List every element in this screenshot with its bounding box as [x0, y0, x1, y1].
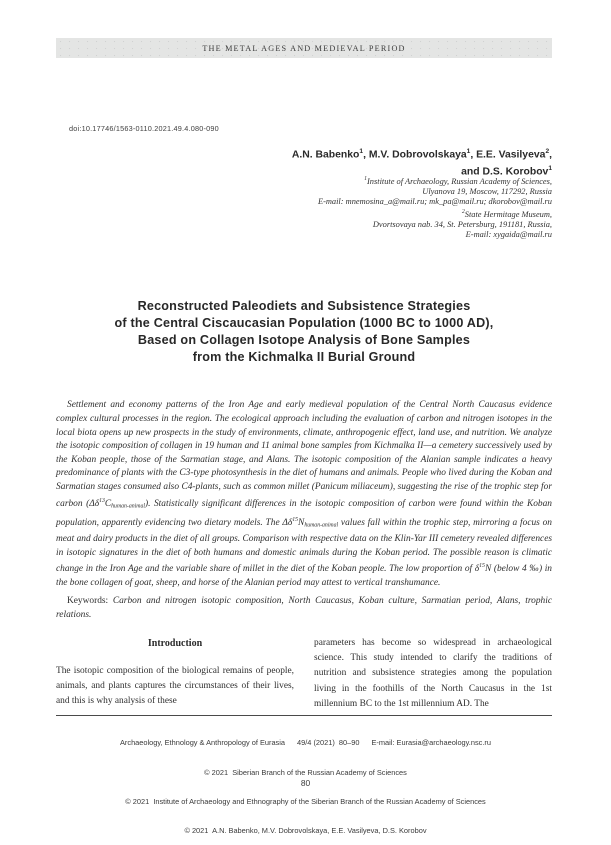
author-affiliation-marker: 1 [548, 164, 552, 172]
affiliation-marker: 1 [364, 176, 368, 182]
author-affiliation-marker: 1 [466, 148, 471, 155]
isotope-subscript: human-animal [111, 503, 145, 510]
affiliation-marker: 2 [461, 208, 465, 215]
affiliation-line: Ulyanova 19, Moscow, 117292, Russia [422, 186, 552, 196]
affiliation-text: State Hermitage Museum, [464, 209, 552, 219]
title-line: Based on Collagen Isotope Analysis of Bone Samples [137, 333, 471, 347]
affiliation-email: E-mail: xygaida@mail.ru [465, 229, 552, 239]
journal-issue: 49/4 (2021) 80–90 [297, 738, 360, 748]
title-line: of the Central Ciscaucasian Population (1000 BC to 1000 AD), [114, 316, 494, 330]
affiliation-line: Dvortsovaya nab. 34, St. Petersburg, 191181, Russia, [372, 219, 552, 229]
author-affiliation-marker: 2 [545, 148, 550, 155]
isotope-superscript: 13 [99, 497, 105, 504]
body-columns [56, 636, 552, 712]
right-column [314, 636, 552, 712]
copyright-line: © 2021 A.N. Babenko, M.V. Dobrovolskaya, E.E. Vasilyeva, D.S. Korobov [184, 825, 427, 835]
copyright-line: © 2021 Institute of Archaeology and Ethnography of the Siberian Branch of the Russian Academy of Sciences [125, 796, 486, 806]
author-name: , M.V. Dobrovolskaya [363, 149, 467, 161]
affiliation-line [56, 174, 552, 187]
copyright-line: © 2021 Siberian Branch of the Russian Academy of Sciences [204, 767, 407, 777]
doi-text: doi:10.17746/1563-0110.2021.49.4.080-090 [69, 124, 219, 133]
isotope-superscript: 15 [292, 516, 299, 523]
abstract-text: N [298, 517, 305, 528]
affiliations-block [56, 174, 552, 240]
author-affiliation-marker: 1 [359, 148, 364, 155]
abstract-text: ). Statistically significant differences in the isotopic composition of carbon were found within the Koban population, apparently evidencing two dietary models. The Δδ [56, 498, 552, 528]
keywords-label: Keywords: [67, 596, 109, 607]
abstract-text: N (below 4 ‰) in the bone collagen of goat, sheep, and horse of the Alanian period may attest to vertical transhumance. [56, 564, 552, 588]
affiliation-line [56, 207, 552, 220]
footer-divider [56, 715, 552, 716]
introduction-text-left: The isotopic composition of the biological remains of people, animals, and plants captures the circumstances of their lives, and this is why analysis of these [56, 666, 294, 707]
authors-line-1 [56, 145, 552, 162]
title-line: Reconstructed Paleodiets and Subsistence Strategies [137, 299, 471, 313]
isotope-subscript: human-animal [304, 522, 339, 529]
affiliation-text: Institute of Archaeology, Russian Academy of Sciences, [367, 176, 552, 186]
running-head-band [56, 38, 552, 58]
journal-email: E-mail: Eurasia@archaeology.nsc.ru [371, 738, 491, 748]
author-name: , E.E. Vasilyeva [470, 149, 546, 161]
abstract-text: Settlement and economy patterns of the Iron Age and early medieval population of the Central North Caucasus evidence complex cultural processes in the region. The ecological approach including the evaluation of carbon and nitrogen isotopes in the local biota opens up new prospects in the study of environments, climate, anthropogenic effect, land use, and nutrition. We analyze the isotopic composition of collagen in 19 human and 11 animal bone samples from Kichmalka II—a cemetery successively used by the Koban people, those of the Sarmatian stage, and Alans. The isotopic composition of the Alanian sample indicates a heavy predominance of plants with the C3-type photosynthesis in the diet of humans and animals. People who lived during the Koban and Sarmatian stages consumed also C4-plants, such as common millet (Panicum miliaceum), suggesting the rise of the trophic step for carbon (Δδ [56, 400, 552, 509]
isotope-superscript: 15 [479, 563, 485, 570]
left-column [56, 636, 294, 712]
journal-name: Archaeology, Ethnology & Anthropology of Eurasia [119, 738, 286, 748]
keywords-paragraph [56, 595, 552, 622]
title-line: from the Kichmalka II Burial Ground [192, 350, 416, 364]
author-name: and D.S. Korobov [461, 166, 549, 178]
journal-info-line [30, 738, 581, 748]
abstract-paragraph [56, 399, 552, 590]
abstract-text: values fall within the trophic step, mirroring a focus on meat and dairy products in the diet of all groups. Comparison with respective data on the Klin-Yar III cemetery revealed differences in isotopic signatures in the diet of both humans and domestic animals during the Koban period. The possible reason is climatic change in the Iron Age and the variable share of millet in the diet of the Koban people. The low proportion of δ [56, 517, 552, 575]
authors-line-separator: , [549, 149, 552, 161]
introduction-text-right: parameters has become so widespread in archaeological science. This study intended to clarify the traditions of nutrition and subsistence strategies among the population living in the foothills of the North Caucasus in the 1st millennium BC to the 1st millennium AD. The [314, 638, 552, 709]
page-number: 80 [300, 778, 311, 788]
keywords-text: Carbon and nitrogen isotopic composition, North Caucasus, Koban culture, Sarmatian period, Alans, trophic relations. [56, 596, 552, 620]
running-head-text: THE METAL AGES AND MEDIEVAL PERIOD [202, 43, 406, 53]
affiliation-email: E-mail: mnemosina_a@mail.ru; mk_pa@mail.ru; dkorobov@mail.ru [317, 196, 552, 206]
article-title [56, 298, 552, 366]
abstract-text: C [104, 498, 112, 509]
author-name: A.N. Babenko [291, 149, 360, 161]
introduction-heading: Introduction [147, 638, 203, 649]
